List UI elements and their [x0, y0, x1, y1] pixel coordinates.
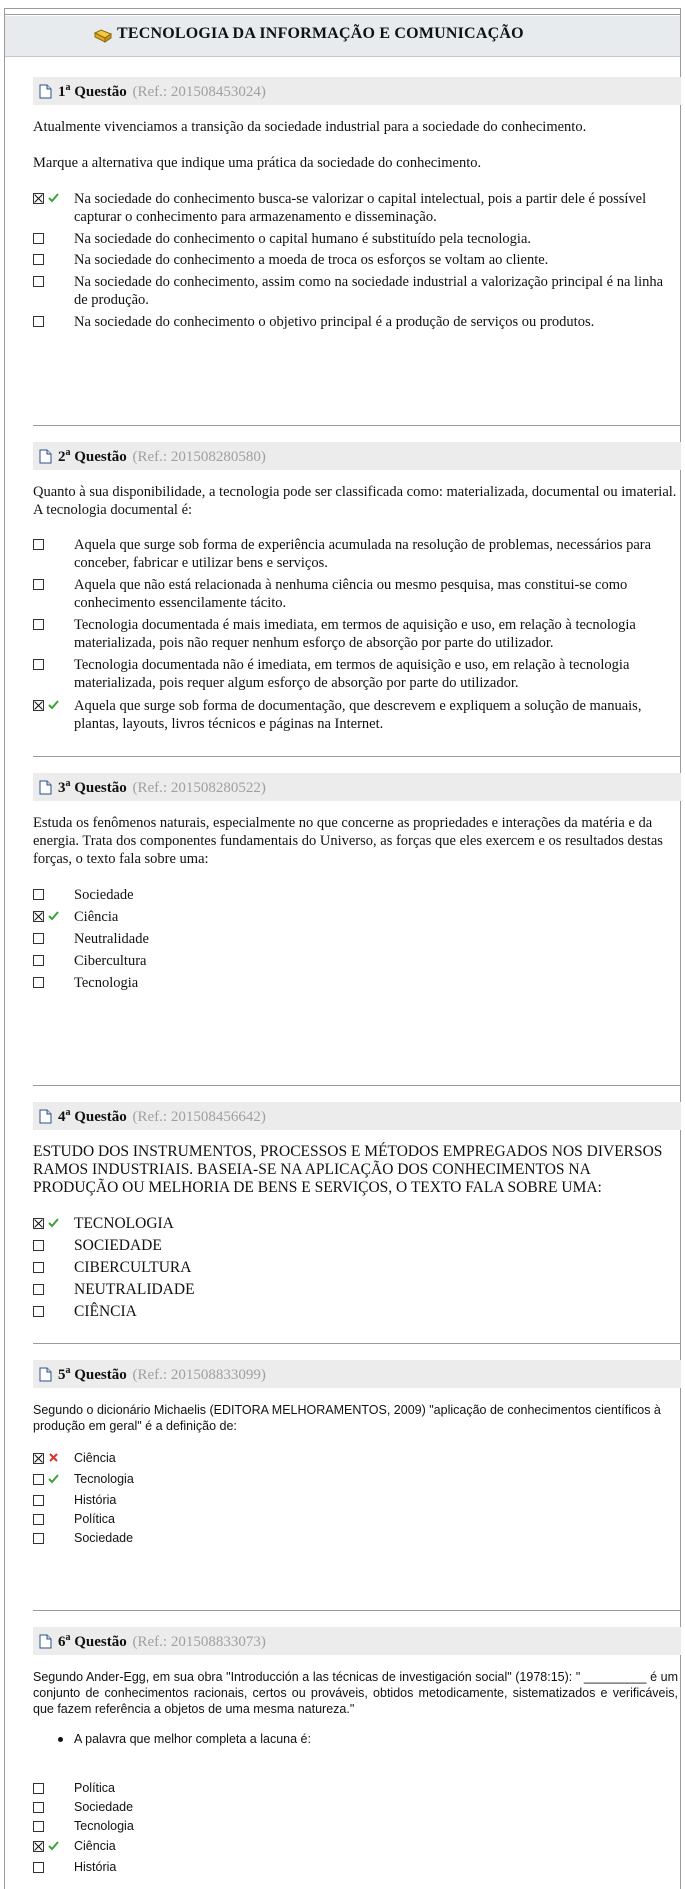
- option-6-a[interactable]: [33, 1780, 678, 1796]
- checkbox[interactable]: [33, 933, 44, 944]
- question-ref: (Ref.: 201508280580): [132, 449, 266, 465]
- question-divider: [33, 1343, 681, 1344]
- page-header: [5, 16, 680, 57]
- option-6-b[interactable]: [33, 1799, 678, 1815]
- question-divider: [33, 756, 681, 757]
- question-ref: (Ref.: 201508453024): [132, 84, 266, 100]
- option-label: Aquela que surge sob forma de experiência acumulada na resolução de problemas, necessários para conceber, fabricar e utilizar bens e serviços.: [74, 537, 652, 571]
- option-label: Na sociedade do conhecimento a moeda de troca os esforços se voltam ao cliente.: [74, 252, 549, 268]
- option-label: CIÊNCIA: [74, 1303, 137, 1320]
- option-label: SOCIEDADE: [74, 1237, 162, 1254]
- option-label: Na sociedade do conhecimento o objetivo principal é a produção de serviços ou produtos.: [74, 314, 595, 330]
- option-label: TECNOLOGIA: [74, 1215, 174, 1232]
- question-number: 3$^a$ Questão (Ref.: 201508280522): [58, 778, 266, 796]
- option-6-e[interactable]: [33, 1859, 678, 1875]
- option-6-c[interactable]: [33, 1818, 678, 1834]
- question-ref: (Ref.: 201508833099): [132, 1367, 266, 1383]
- option-5-d[interactable]: [33, 1511, 678, 1527]
- option-label: Neutralidade: [74, 931, 149, 947]
- option-label: Tecnologia: [74, 1472, 134, 1486]
- checkbox[interactable]: [33, 889, 44, 900]
- checkbox[interactable]: [33, 233, 44, 244]
- top-divider: [4, 14, 681, 15]
- option-label: Na sociedade do conhecimento, assim como na sociedade industrial a valorização principal é na linha de produção.: [74, 274, 664, 308]
- option-3-a[interactable]: [33, 886, 678, 904]
- option-label: História: [74, 1860, 117, 1874]
- checkbox[interactable]: [33, 1495, 44, 1506]
- option-4-a[interactable]: [33, 1215, 678, 1233]
- checkbox[interactable]: [33, 1841, 44, 1852]
- checkbox[interactable]: [33, 539, 44, 550]
- option-1-c[interactable]: [33, 251, 678, 269]
- question-text: ESTUDO DOS INSTRUMENTOS, PROCESSOS E MÉTODOS EMPREGADOS NOS DIVERSOS RAMOS INDUSTRIAIS. BASEIA-SE NA APLICAÇÃO DOS CONHECIMENTOS NA PRODUÇÃO OU MELHORIA DE BENS E SERVIÇOS, O TEXTO FALA SOBRE UMA:: [33, 1143, 663, 1196]
- document-icon: [39, 1109, 52, 1124]
- bullet-dot: [58, 1737, 63, 1742]
- option-4-d[interactable]: [33, 1281, 678, 1299]
- option-6-d[interactable]: [33, 1838, 678, 1854]
- checkbox[interactable]: [33, 276, 44, 287]
- option-label: Tecnologia documentada não é imediata, em termos de aquisição e uso, em relação à tecnologia materializada, pois requer algum esforço de absorção por parte do utilizador.: [74, 657, 630, 691]
- wrong-x-icon: [48, 1452, 59, 1463]
- option-label: Na sociedade do conhecimento busca-se valorizar o capital intelectual, pois a partir dele é possível capturar o conhecimento para armazenamento e disseminação.: [74, 191, 647, 225]
- option-label: Tecnologia: [74, 1819, 134, 1833]
- question-divider: [33, 1610, 681, 1611]
- option-label: Sociedade: [74, 1531, 134, 1545]
- option-2-c[interactable]: [33, 616, 678, 652]
- option-4-e[interactable]: [33, 1303, 678, 1321]
- question-text: Quanto à sua disponibilidade, a tecnologia pode ser classificada como: materializada, documental ou imaterial. A tecnologia documental é:: [33, 484, 677, 518]
- checkbox[interactable]: [33, 1262, 44, 1273]
- option-4-b[interactable]: [33, 1237, 678, 1255]
- option-label: Aquela que não está relacionada à nenhuma ciência ou mesmo pesquisa, mas constitui-se como conhecimento essencilamente tácito.: [74, 577, 628, 611]
- option-1-a[interactable]: [33, 190, 678, 226]
- correct-check-icon: [48, 1840, 59, 1851]
- option-1-d[interactable]: [33, 273, 678, 309]
- option-label: Sociedade: [74, 887, 134, 903]
- checkbox[interactable]: [33, 1453, 44, 1464]
- question-text: Marque a alternativa que indique uma prática da sociedade do conhecimento.: [33, 155, 482, 171]
- option-label: Aquela que surge sob forma de documentação, que descrevem e expliquem a solução de manuais, plantas, layouts, livros técnicos e páginas na Internet.: [74, 698, 642, 732]
- checkbox[interactable]: [33, 1514, 44, 1525]
- page-title: TECNOLOGIA DA INFORMAÇÃO E COMUNICAÇÃO: [117, 25, 524, 42]
- question-divider: [33, 425, 681, 426]
- option-label: Tecnologia: [74, 975, 139, 991]
- checkbox[interactable]: [33, 659, 44, 670]
- option-label: História: [74, 1493, 117, 1507]
- checkbox[interactable]: [33, 1821, 44, 1832]
- correct-check-icon: [48, 910, 59, 921]
- option-label: Ciência: [74, 909, 119, 925]
- checkbox[interactable]: [33, 955, 44, 966]
- checkbox[interactable]: [33, 1862, 44, 1873]
- question-number: 1$^a$ Questão (Ref.: 201508453024): [58, 82, 266, 100]
- instruction-text: A palavra que melhor completa a lacuna é:: [74, 1732, 311, 1746]
- option-5-c[interactable]: [33, 1492, 678, 1508]
- option-5-b[interactable]: [33, 1471, 678, 1487]
- checkbox[interactable]: [33, 1533, 44, 1544]
- correct-check-icon: [48, 192, 59, 203]
- checkbox[interactable]: [33, 579, 44, 590]
- checkbox[interactable]: [33, 1218, 44, 1229]
- option-label: Cibercultura: [74, 953, 147, 969]
- correct-check-icon: [48, 1473, 59, 1484]
- question-ref: (Ref.: 201508280522): [132, 780, 266, 796]
- option-label: CIBERCULTURA: [74, 1259, 192, 1276]
- option-2-b[interactable]: [33, 576, 678, 612]
- option-label: Na sociedade do conhecimento o capital humano é substituído pela tecnologia.: [74, 231, 532, 247]
- question-number: 2$^a$ Questão (Ref.: 201508280580): [58, 447, 266, 465]
- option-label: Ciência: [74, 1839, 116, 1853]
- question-text: Segundo o dicionário Michaelis (EDITORA MELHORAMENTOS, 2009) "aplicação de conhecimentos científicos à produção em geral" é a definição de:: [33, 1403, 661, 1433]
- question-header-2: [33, 442, 681, 470]
- option-label: Política: [74, 1512, 115, 1526]
- option-5-a[interactable]: [33, 1450, 678, 1466]
- question-ref: (Ref.: 201508456642): [132, 1109, 266, 1125]
- checkbox[interactable]: [33, 1306, 44, 1317]
- checkbox[interactable]: [33, 700, 44, 711]
- document-icon: [39, 1634, 52, 1649]
- checkbox[interactable]: [33, 1802, 44, 1813]
- option-3-c[interactable]: [33, 930, 678, 948]
- instruction-bullet: [58, 1731, 658, 1747]
- option-3-e[interactable]: [33, 974, 678, 992]
- checkbox[interactable]: [33, 1284, 44, 1295]
- document-icon: [39, 449, 52, 464]
- question-header-4: [33, 1102, 681, 1130]
- document-icon: [39, 1367, 52, 1382]
- question-ref: (Ref.: 201508833073): [132, 1634, 266, 1650]
- checkbox[interactable]: [33, 619, 44, 630]
- option-4-c[interactable]: [33, 1259, 678, 1277]
- question-text: Segundo Ander-Egg, em sua obra "Introducción a las técnicas de investigación social" (1978:15): " _________ é um conjunto de conhecimentos racionais, certos ou prováveis, obtidos metodicamente, sistematizados e verificáveis, que fazem referência a objetos de uma mesma natureza.": [33, 1670, 678, 1716]
- question-header-1: [33, 77, 681, 105]
- document-icon: [39, 84, 52, 99]
- question-text: Atualmente vivenciamos a transição da sociedade industrial para a sociedade do conhecimento.: [33, 119, 587, 135]
- correct-check-icon: [48, 699, 59, 710]
- option-2-d[interactable]: [33, 656, 678, 692]
- checkbox[interactable]: [33, 316, 44, 327]
- question-divider: [33, 1085, 681, 1086]
- checkbox[interactable]: [33, 193, 44, 204]
- option-label: NEUTRALIDADE: [74, 1281, 195, 1298]
- checkbox[interactable]: [33, 1240, 44, 1251]
- checkbox[interactable]: [33, 1474, 44, 1485]
- option-2-a[interactable]: [33, 536, 678, 572]
- document-icon: [39, 780, 52, 795]
- folder-icon: [93, 28, 113, 44]
- correct-check-icon: [48, 1217, 59, 1228]
- question-text: Estuda os fenômenos naturais, especialmente no que concerne as propriedades e interações da matéria e da energia. Trata dos componentes fundamentais do Universo, as forças que eles exercem e os resultados destas forças, o texto fala sobre uma:: [33, 815, 663, 867]
- checkbox[interactable]: [33, 977, 44, 988]
- option-1-e[interactable]: [33, 313, 678, 331]
- option-1-b[interactable]: [33, 230, 678, 248]
- option-2-e[interactable]: [33, 697, 678, 733]
- question-number: 5$^a$ Questão (Ref.: 201508833099): [58, 1365, 266, 1383]
- question-header-6: [33, 1627, 681, 1655]
- option-label: Ciência: [74, 1451, 116, 1465]
- option-3-d[interactable]: [33, 952, 678, 970]
- checkbox[interactable]: [33, 911, 44, 922]
- option-5-e[interactable]: [33, 1530, 678, 1546]
- option-label: Tecnologia documentada é mais imediata, em termos de aquisição e uso, em relação à tecnologia materializada, pois não requer nenhum esforço de absorção por parte do utilizador.: [74, 617, 636, 651]
- checkbox[interactable]: [33, 254, 44, 265]
- question-number: 6$^a$ Questão (Ref.: 201508833073): [58, 1632, 266, 1650]
- question-number: 4$^a$ Questão (Ref.: 201508456642): [58, 1107, 266, 1125]
- checkbox[interactable]: [33, 1783, 44, 1794]
- option-label: Política: [74, 1781, 115, 1795]
- question-header-3: [33, 773, 681, 801]
- question-header-5: [33, 1360, 681, 1388]
- option-label: Sociedade: [74, 1800, 134, 1814]
- option-3-b[interactable]: [33, 908, 678, 926]
